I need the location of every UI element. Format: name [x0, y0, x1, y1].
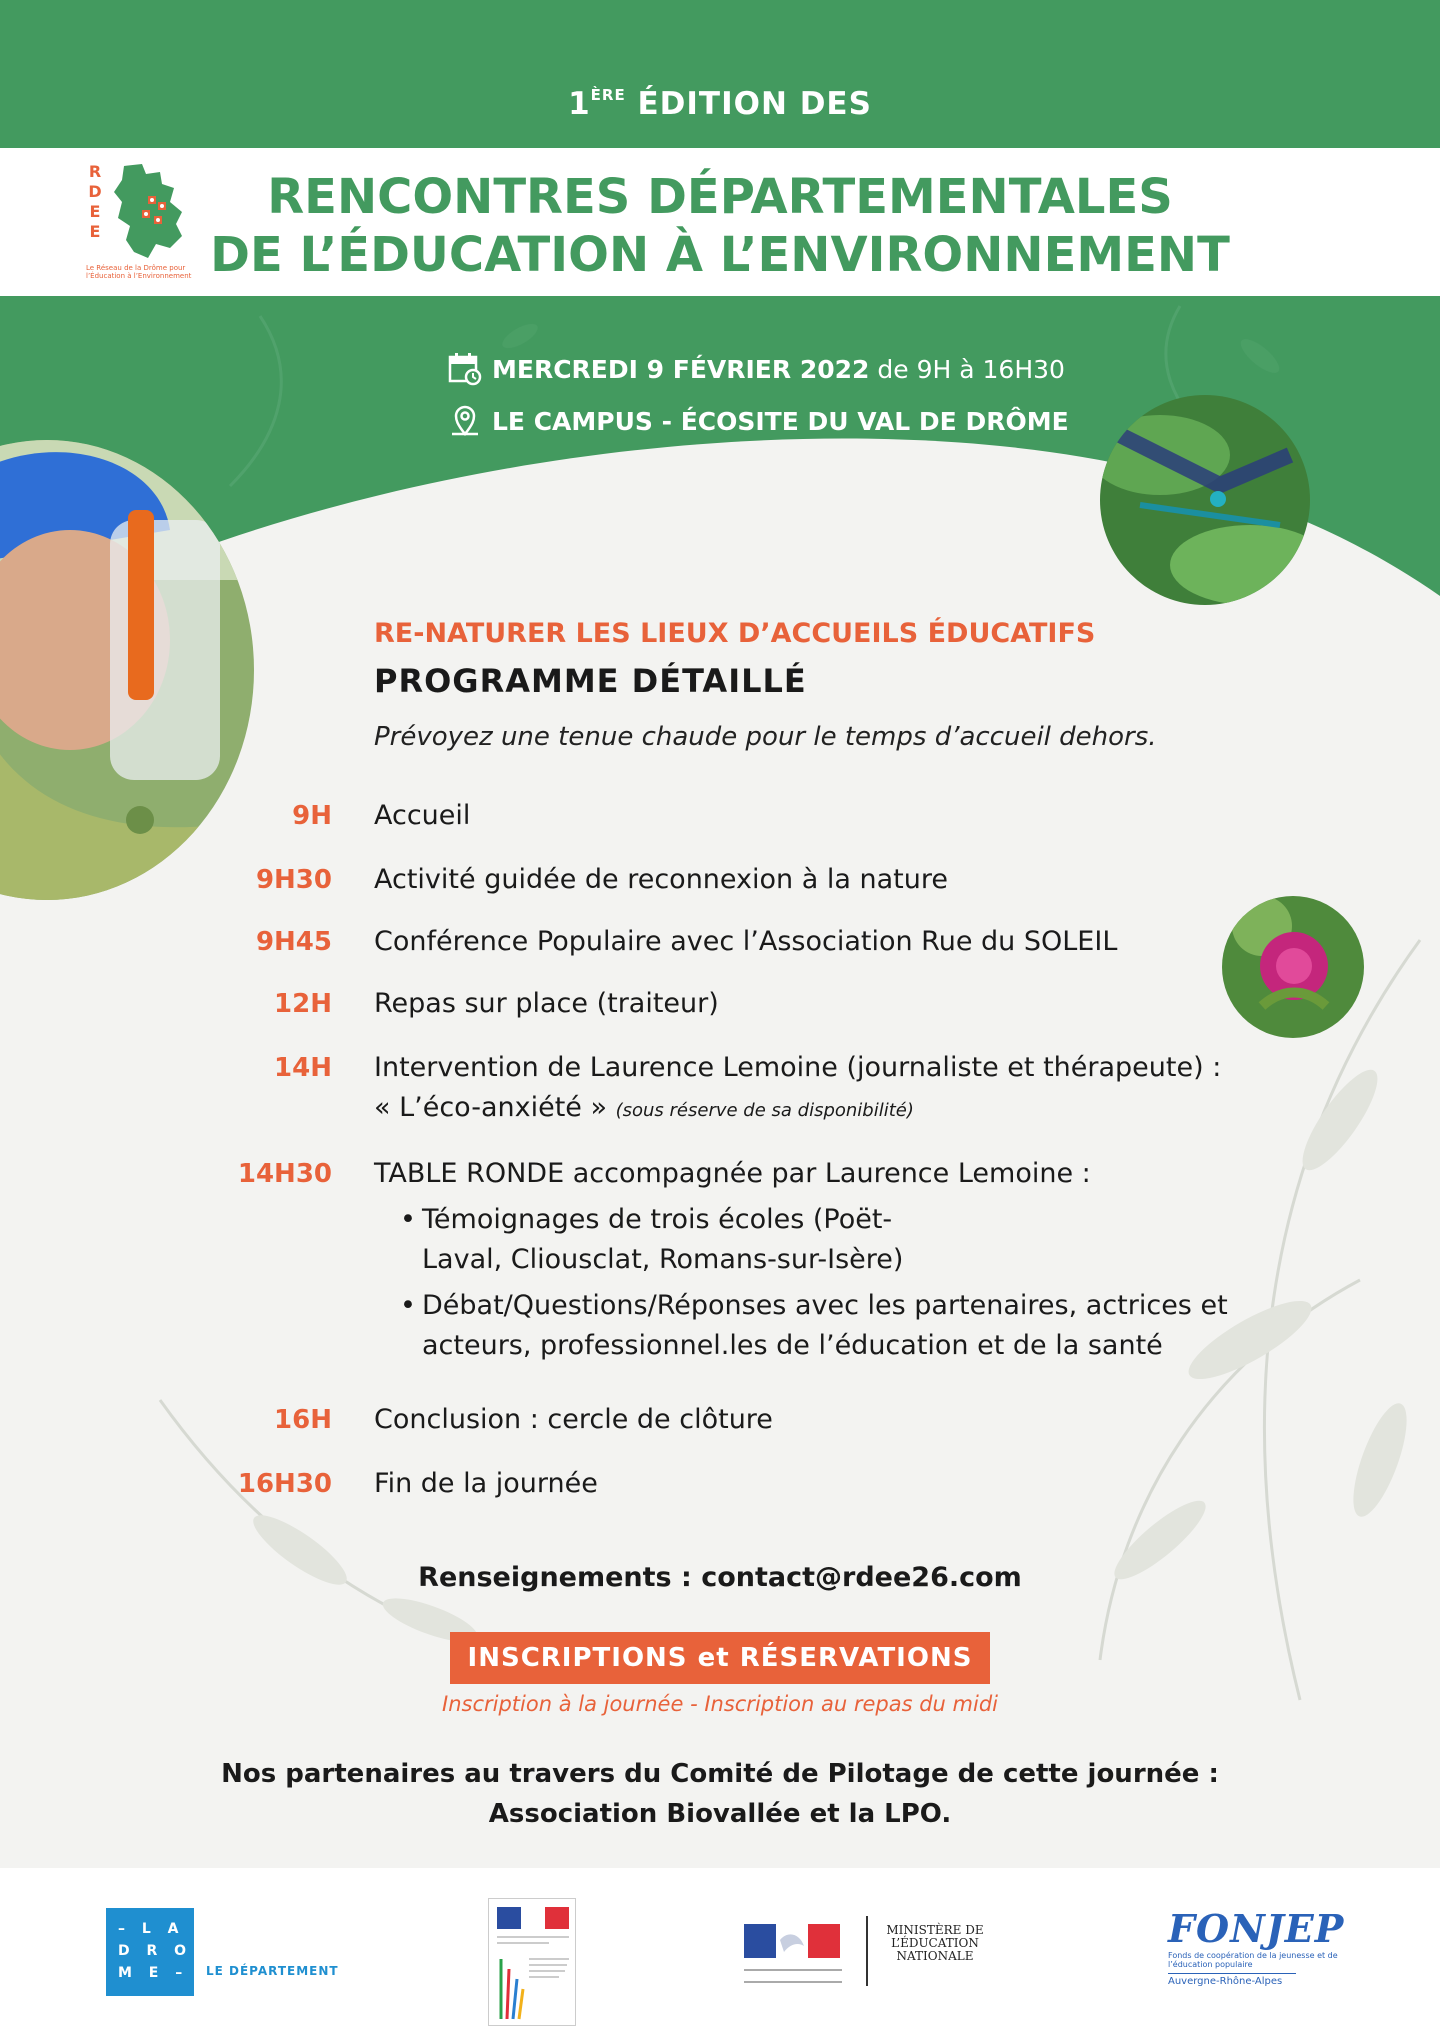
- page-title: RENCONTRES DÉPARTEMENTALES DE L’ÉDUCATION À L’ENVIRONNEMENT: [210, 169, 1230, 283]
- schedule-text: Repas sur place (traiteur): [374, 988, 719, 1019]
- bullet-item: • Témoignages de trois écoles (Poët-Laval, Cliousclat, Romans-sur-Isère): [422, 1200, 942, 1280]
- schedule-time: 9H45: [255, 927, 332, 957]
- ministry-label: MINISTÈRE DE L’ÉDUCATION NATIONALE: [886, 1923, 984, 1963]
- logo-separator: [866, 1916, 868, 1986]
- event-date: MERCREDI 9 FÉVRIER 2022: [492, 354, 870, 384]
- schedule-time: 9H: [292, 801, 332, 831]
- schedule-time: 14H30: [237, 1159, 332, 1189]
- contact-info: Renseignements : contact@rdee26.com: [418, 1562, 1022, 1593]
- fonjep-logo: [1168, 1906, 1345, 1987]
- program-subtitle: RE-NATURER LES LIEUX D’ACCUEILS ÉDUCATIFS: [374, 618, 1096, 649]
- fonjep-name: FONJEP: [1168, 1906, 1345, 1951]
- event-hours: de 9H à 16H30: [877, 354, 1065, 384]
- program-title: PROGRAMME DÉTAILLÉ: [374, 662, 807, 700]
- rdee-caption: Le Réseau de la Drôme pour l’Éducation à l’Environnement: [86, 264, 192, 280]
- event-date-row: [448, 352, 1065, 386]
- rdee-logo: [82, 158, 192, 290]
- calendar-icon: [448, 352, 482, 386]
- event-location-row: [448, 404, 1069, 438]
- schedule-text: Conférence Populaire avec l’Association Rue du SOLEIL: [374, 926, 1118, 957]
- photo-damselfly: [1100, 395, 1310, 605]
- fonjep-subtitle: Fonds de coopération de la jeunesse et de l’éducation populaire: [1168, 1951, 1338, 1969]
- edition-label: 1ÈRE ÉDITION DES: [568, 86, 872, 122]
- la-drome-caption: LE DÉPARTEMENT: [206, 1964, 339, 1978]
- schedule-text: TABLE RONDE accompagnée par Laurence Lemoine : • Témoignages de trois écoles (Poët-Laval, Cliousclat, Romans-sur-Isère) • Débat/Questions/Réponses avec les partenaires, actrices et acteurs, professionnel.les de l’éducation et de la santé: [374, 1154, 1254, 1372]
- program-note: Prévoyez une tenue chaude pour le temps d’accueil dehors.: [374, 722, 1157, 752]
- schedule-text: Conclusion : cercle de clôture: [374, 1404, 773, 1435]
- schedule-time: 16H: [274, 1405, 332, 1435]
- schedule-text: Accueil: [374, 800, 471, 831]
- la-drome-logo: – L A D R O M E –: [106, 1908, 194, 1996]
- schedule-time: 9H30: [255, 865, 332, 895]
- decorative-leaves: [0, 900, 1440, 1860]
- bullet-item: • Débat/Questions/Réponses avec les partenaires, actrices et acteurs, professionnel.les de l’éducation et de la santé: [422, 1286, 1242, 1366]
- dreal-logo: [488, 1898, 576, 2026]
- partners-text: Nos partenaires au travers du Comité de Pilotage de cette journée : Association Biovallée et la LPO.: [221, 1759, 1219, 1829]
- location-pin-icon: [448, 404, 482, 438]
- republique-francaise-logo: [742, 1920, 850, 2006]
- schedule-time: 16H30: [237, 1469, 332, 1499]
- schedule-time: 14H: [274, 1053, 332, 1083]
- inscriptions-button[interactable]: INSCRIPTIONS et RÉSERVATIONS: [450, 1632, 990, 1684]
- roundtable-bullets: [374, 1200, 1254, 1366]
- inscriptions-subtext: Inscription à la journée - Inscription au repas du midi: [442, 1692, 998, 1716]
- schedule-text: Activité guidée de reconnexion à la nature: [374, 864, 948, 895]
- fonjep-region: Auvergne-Rhône-Alpes: [1168, 1973, 1296, 1987]
- schedule-text: Fin de la journée: [374, 1468, 598, 1499]
- rdee-letters: R D E E: [88, 162, 102, 241]
- drome-map-icon: [112, 162, 184, 260]
- schedule-time: 12H: [274, 989, 332, 1019]
- header-band: [0, 0, 1440, 148]
- schedule-text: Intervention de Laurence Lemoine (journaliste et thérapeute) : « L’éco-anxiété » (sous réserve de sa disponibilité): [374, 1052, 1222, 1123]
- event-location: LE CAMPUS - ÉCOSITE DU VAL DE DRÔME: [492, 406, 1069, 436]
